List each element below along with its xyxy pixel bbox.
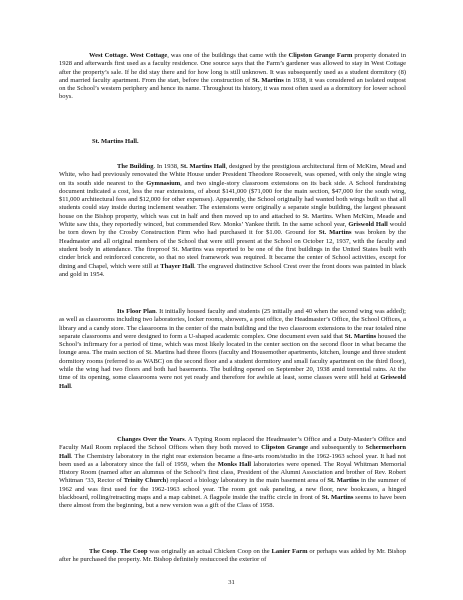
run-text: laboratories were opened. The Royal Whitman Memorial History Room (named after an alumnus of the School’s first class, President of the Alumni Association and brother of Rev. Robert Whitman ’33, Rector of — [59, 460, 407, 485]
run-text: was originally an actual Chicken Coop on the — [147, 548, 272, 555]
run-text: , and two single-story classroom extensions on its back side. A School fundraising document indicated a cost, less the rear extensions, of about $141,000 ($71,000 for the main section, $47,000 for the south wing, $11,000 architectural fees and $12,000 for other expenses). Apparently, the School originally had wanted both wings built so that all students could stay inside during inclement weather. The extensions were originally a separate single building, the largest pheasant house on the Bishop property, which was cut in half and then moved up to and attached to St. Martins. When McKim, Meade and White saw this, they reportedly winced, but commended Rev. Monks’ Yankee thrift. In the same school year, — [59, 179, 406, 229]
run-text: or perhaps was added by Mr. Bishop after he purchased the property. Mr. Bishop definitely restuccoed the exterior of — [59, 548, 406, 564]
page-number: 31 — [228, 579, 235, 586]
run-heading: Its Floor Plan — [117, 308, 156, 315]
paragraph-the-coop — [59, 548, 406, 565]
run-bold: St. Martins — [344, 332, 377, 340]
run-bold: Gymnasium — [146, 179, 181, 187]
run-bold: The Coop — [120, 548, 148, 555]
run-text: . In 1938, — [153, 163, 181, 170]
run-bold: Griswold Hall — [59, 374, 406, 390]
run-bold: Clipston Grange — [261, 444, 308, 452]
run-bold: Schermerhorn Hall — [59, 444, 407, 460]
run-text: . — [116, 548, 121, 555]
paragraph-the-building — [59, 163, 406, 279]
run-text: . — [70, 382, 73, 390]
run-text: property donated in 1928 and afterwards first used as a faculty residence. One source says that the Farm’s gardener was allowed to stay in West Cottage after the property’s sale. If he did stay there and for how long is still unknown. It was subsequently used as a student dormitory (8) and married faculty apartment. From the start, before the construction of — [59, 52, 406, 84]
section-heading-st-martins — [92, 138, 139, 146]
run-text: was broken by the Headmaster and all original members of the School that were still present at the School on October 12, 1937, with the faculty and student body in attendance. The fireproof St. Martins was reported to be one of the first buildings in the United States built with cinder brick and reinforced concrete, so that no steel framework was required. It became the center of School activities, except for dining and Chapel, which were still at — [59, 229, 406, 270]
run-heading: West Cottage. — [89, 52, 128, 59]
run-bold: St. Martins — [321, 494, 354, 502]
run-text: and subsequently to — [307, 444, 366, 452]
run-heading: The Building — [117, 163, 154, 170]
run-bold: West Cottage — [129, 52, 168, 59]
run-bold: St. Martins — [327, 477, 360, 485]
run-text: housed the School’s infirmary for a period of time, which was most likely located in the center section on the second floor in what became the lounge area. The main section of St. Martins had three floors (faculty and Housemother apartments, kitchen, lounge and three student dormitory rooms (referred to as WABC) on the second floor and a student dormitory and small faculty apartment on the third floor), while the wing had two floors and both had basements. The building opened on September 20, 1938 amid torrential rains. At the time of its opening, some classrooms were not yet ready and therefore for awhile at least, some classes were still held at — [59, 332, 407, 382]
run-text: , was one of the buildings that came with the — [167, 52, 289, 59]
run-text: . A Typing Room replaced the Headmaster’s Office and a Duty-Master’s Office and Faculty Mail Room replaced the School Offices when they both moved to — [59, 436, 406, 452]
run-bold: St. Martins Hall — [180, 163, 226, 170]
run-bold: St. Martins — [318, 229, 352, 237]
paragraph-west-cottage — [59, 52, 406, 102]
run-text: ) replaced a biology laboratory in the main basement area of — [166, 477, 328, 485]
run-text: . The Chemistry laboratory in the right rear extension became a fine-arts room/studio in the 1962-1963 school year. It had not been used as a laboratory since the fall of 1959, when the — [59, 452, 406, 468]
paragraph-changes-over-the-years — [59, 436, 406, 511]
run-bold: Monks Hall — [217, 460, 252, 468]
run-bold: St. Martins — [252, 76, 284, 84]
run-heading: Changes Over the Years — [117, 436, 185, 443]
run-text: . It initially housed faculty and students (25 initially and 40 when the second wing was added); as well as classrooms including two laboratories, locker rooms, showers, a post office, the Headmaster’s Office, the School Offices, a library and a candy store. The classrooms in the center of the main building and the two classroom extensions to the rear totaled nine separate classrooms and were designed to form a U-shaped academic complex. One document even said that — [59, 308, 406, 340]
run-text: in the summer of 1962 and was first used for the 1962-1963 school year. The room got oak paneling, a new floor, new bookcases, a hinged blackboard, rolling/retracting maps and a map cabinet. A flagpole inside the traffic circle in front of — [59, 477, 406, 502]
paragraph-floor-plan — [59, 308, 406, 391]
run-bold: Lanier Farm — [271, 548, 308, 555]
run-text: seems to have been there almost from the beginning, but a new version was a gift of the Class of 1958. — [59, 494, 407, 510]
section-heading-period: . — [136, 138, 139, 145]
run-bold: Thayer Hall — [160, 262, 195, 270]
run-text: in 1938, it was considered an isolated outpost on the School’s western periphery and hence its name. Throughout its history, it was most often used as a dormitory for lower school boys. — [59, 76, 406, 101]
run-text: . The engraved distinctive School Crest over the front doors was painted in black and gold in 1954. — [59, 262, 407, 278]
section-heading-text: St. Martins Hall — [92, 138, 137, 145]
run-bold: Clipston Grange Farm — [288, 52, 353, 59]
run-bold: Griswold Hall — [348, 221, 388, 229]
run-text: , designed by the prestigious architectural firm of McKim, Mead and White, who had previously renovated the White House under President Theodore Roosevelt, was opened, with only the single wing on its south side nearest to the — [59, 163, 407, 187]
run-bold: Trinity Church — [123, 477, 167, 485]
run-text: would be torn down by the Crosby Construction Firm who had purchased it for $1.00. Ground for — [59, 221, 407, 237]
run-heading: The Coop — [89, 548, 117, 555]
